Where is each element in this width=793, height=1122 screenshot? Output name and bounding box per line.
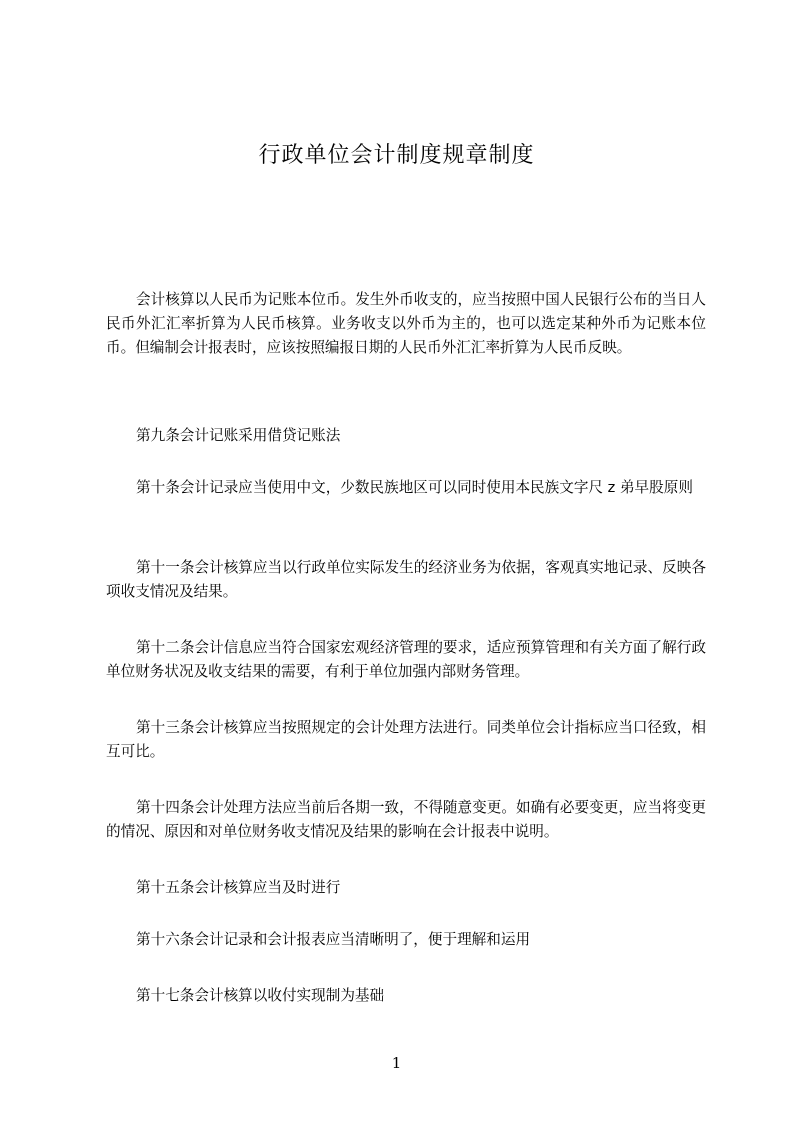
paragraph-text: 第十二条会计信息应当符合国家宏观经济管理的要求，适应预算管理和有关方面了解行政单位财务状况及收支结果的需要，有利于单位加强内部财务管理。: [106, 639, 706, 680]
article-16: [106, 928, 706, 952]
article-9: [106, 424, 706, 448]
paragraph-text: 会计核算以人民币为记账本位币。发生外币收支的，应当按照中国人民银行公布的当日人民币外汇汇率折算为人民币核算。业务收支以外币为主的，也可以选定某种外币为记账本位币。但编制会计报表时，应该按照编报日期的人民币外汇汇率折算为人民币反映。: [106, 291, 706, 356]
paragraph-text: 第十六条会计记录和会计报表应当清晰明了，便于理解和运用: [136, 931, 531, 948]
article-15: [106, 876, 706, 900]
paragraph-text: 第九条会计记账采用借贷记账法: [136, 427, 341, 444]
paragraph-text: 第十四条会计处理方法应当前后各期一致，不得随意变更。如确有必要变更，应当将变更的情况、原因和对单位财务收支情况及结果的影响在会计报表中说明。: [106, 799, 706, 840]
document-title: 行政单位会计制度规章制度: [258, 143, 535, 168]
page-number: 1: [391, 1054, 402, 1072]
article-13: [106, 716, 706, 764]
paragraph-text: 第十一条会计核算应当以行政单位实际发生的经济业务为依据，客观真实地记录、反映各项收支情况及结果。: [106, 559, 706, 600]
article-10: [106, 476, 706, 500]
paragraph-currency: [106, 288, 706, 360]
article-14: [106, 796, 706, 844]
paragraph-text: 第十条会计记录应当使用中文，少数民族地区可以同时使用本民族文字尺 z 弟早股原则: [136, 479, 693, 496]
paragraph-text: 第十七条会计核算以收付实现制为基础: [136, 987, 385, 1004]
article-11: [106, 556, 706, 604]
article-12: [106, 636, 706, 684]
article-17: [106, 984, 706, 1008]
paragraph-text: 第十三条会计核算应当按照规定的会计处理方法进行。同类单位会计指标应当口径致，相互可比。: [106, 719, 706, 760]
paragraph-text: 第十五条会计核算应当及时进行: [136, 879, 341, 896]
